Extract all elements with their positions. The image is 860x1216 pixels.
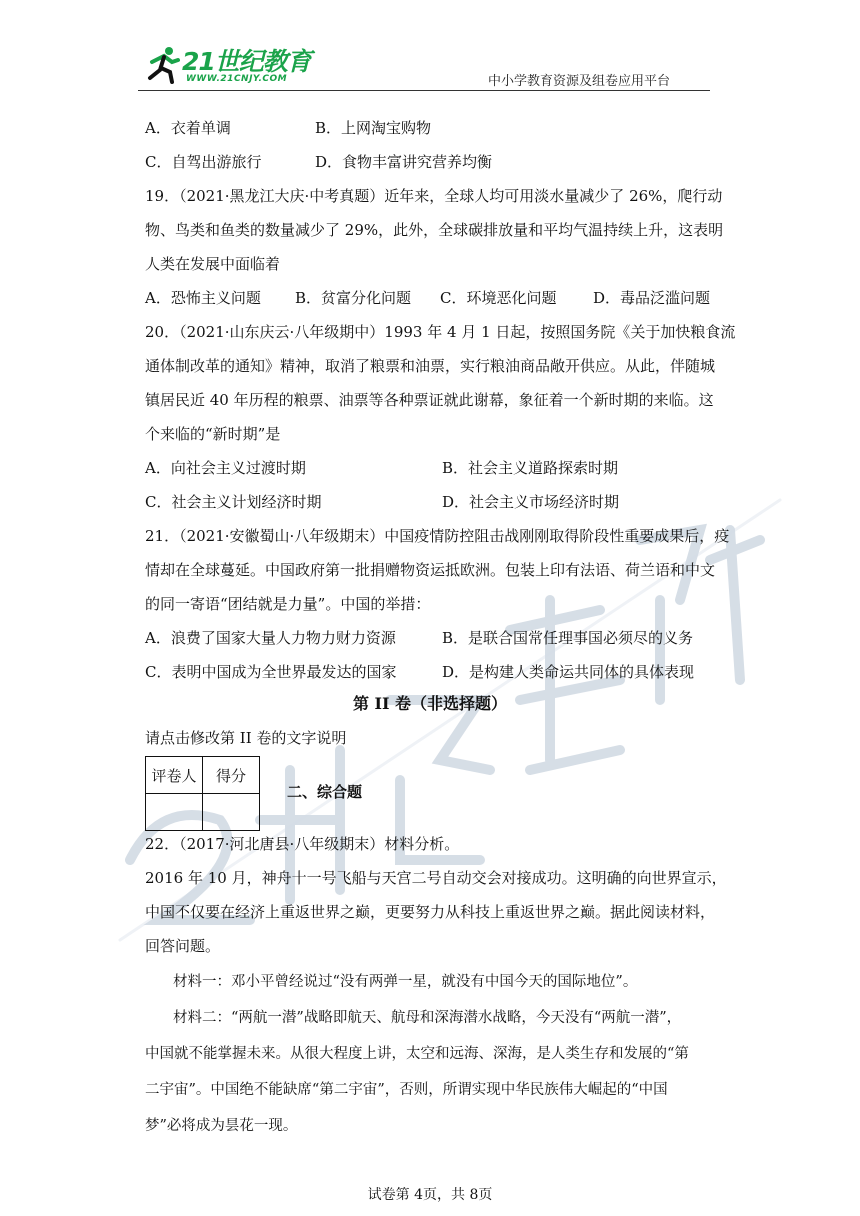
q18-option-c: C．自驾出游旅行 — [145, 153, 262, 171]
platform-name: 中小学教育资源及组卷应用平台 — [487, 74, 670, 89]
q18-option-a: A．衣着单调 — [145, 119, 231, 137]
section-heading: 二、综合题 — [287, 783, 363, 801]
header-divider — [138, 90, 710, 91]
q20-option-d: D．社会主义市场经济时期 — [442, 493, 620, 511]
q19-line: 物、鸟类和鱼类的数量减少了 29%，此外，全球碳排放量和平均气温持续上升，这表明 — [145, 221, 724, 239]
q20-option-c: C．社会主义计划经济时期 — [145, 493, 322, 511]
q18-option-b: B．上网淘宝购物 — [315, 119, 432, 137]
q19-option-d: D．毒品泛滥问题 — [593, 289, 711, 307]
q20-option-a: A．向社会主义过渡时期 — [145, 459, 306, 477]
score-label: 得分 — [203, 757, 260, 794]
runner-logo-icon — [142, 44, 182, 84]
q22-line: 2016 年 10 月，神舟十一号飞船与天宫二号自动交会对接成功。这明确的向世界宣示， — [145, 869, 727, 887]
q19-option-c: C．环境恶化问题 — [440, 289, 557, 307]
q21-line: 的同一寄语“团结就是力量”。中国的举措： — [145, 595, 431, 613]
q19-option-a: A．恐怖主义问题 — [145, 289, 261, 307]
q22-line: 中国不仅要在经济上重返世界之巅，更要努力从科技上重返世界之巅。据此阅读材料， — [145, 903, 716, 921]
material-two-line: 材料二：“两航一潜”战略即航天、航母和深海潜水战略，今天没有“两航一潜”， — [173, 1010, 682, 1026]
logo — [138, 40, 318, 90]
q22-line: 22．（2017·河北唐县·八年级期末）材料分析。 — [145, 835, 460, 853]
section-title: 第 II 卷（非选择题） — [352, 694, 508, 713]
page-header — [138, 40, 710, 90]
material-one: 材料一：邓小平曾经说过“没有两弹一星，就没有中国今天的国际地位”。 — [173, 974, 638, 990]
q21-option-b: B．是联合国常任理事国必须尽的义务 — [442, 629, 694, 647]
logo-text: 21世纪教育 — [182, 47, 311, 76]
page-footer: 试卷第 4页，共 8页 — [367, 1187, 493, 1203]
q21-line: 情却在全球蔓延。中国政府第一批捐赠物资运抵欧洲。包装上印有法语、荷兰语和中文 — [145, 561, 716, 579]
q20-line: 20．（2021·山东庆云·八年级期中）1993 年 4 月 1 日起，按照国务院《关于加快粮食流 — [145, 323, 736, 341]
logo-url: WWW.21CNJY.COM — [186, 74, 288, 84]
q21-line: 21．（2021·安徽蜀山·八年级期末）中国疫情防控阻击战刚刚取得阶段性重要成果后，疫 — [145, 527, 730, 545]
q20-line: 镇居民近 40 年历程的粮票、油票等各种票证就此谢幕，象征着一个新时期的来临。这 — [145, 391, 714, 409]
material-two-line: 中国就不能掌握未来。从很大程度上讲，太空和远海、深海，是人类生存和发展的“第 — [145, 1046, 689, 1062]
q19-option-b: B．贫富分化问题 — [295, 289, 412, 307]
material-two-line: 二宇宙”。中国绝不能缺席“第二宇宙”，否则，所谓实现中华民族伟大崛起的“中国 — [145, 1082, 668, 1098]
grader-cell — [146, 794, 203, 831]
q19-line: 人类在发展中面临着 — [145, 255, 281, 273]
q20-line: 通体制改革的通知》精神，取消了粮票和油票，实行粮油商品敞开供应。从此，伴随城 — [145, 357, 716, 375]
q18-option-d: D．食物丰富讲究营养均衡 — [315, 153, 493, 171]
grader-label: 评卷人 — [146, 757, 203, 794]
q21-option-a: A．浪费了国家大量人力物力财力资源 — [145, 629, 396, 647]
score-table — [145, 756, 260, 831]
q19-line: 19．（2021·黑龙江大庆·中考真题）近年来，全球人均可用淡水量减少了 26%，爬行动 — [145, 187, 723, 205]
section-note[interactable]: 请点击修改第 II 卷的文字说明 — [145, 729, 347, 747]
material-two-line: 梦”必将成为昙花一现。 — [145, 1118, 298, 1134]
q20-line: 个来临的“新时期”是 — [145, 425, 281, 443]
score-cell — [203, 794, 260, 831]
q22-line: 回答问题。 — [145, 937, 221, 955]
q20-option-b: B．社会主义道路探索时期 — [442, 459, 619, 477]
q21-option-d: D．是构建人类命运共同体的具体表现 — [442, 663, 695, 681]
q21-option-c: C．表明中国成为全世界最发达的国家 — [145, 663, 397, 681]
